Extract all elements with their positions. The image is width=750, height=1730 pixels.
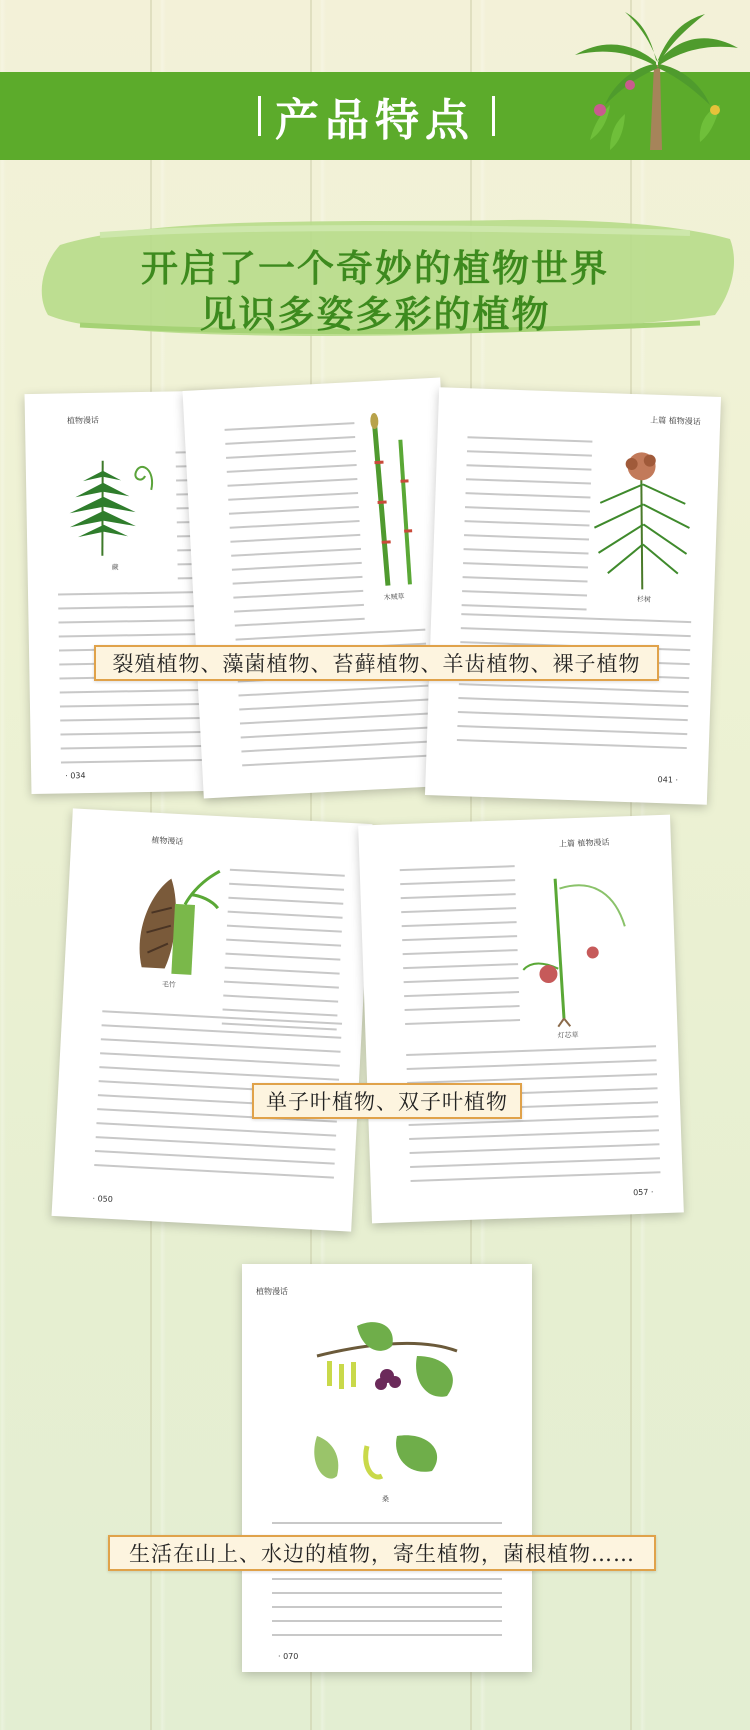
headline-line-2: 见识多姿多彩的植物 [199, 293, 551, 336]
page-number: · 070 [278, 1652, 299, 1661]
figure-caption: 毛竹 [161, 980, 176, 990]
fir-illustration [587, 443, 702, 597]
figure-caption: 木贼草 [383, 592, 405, 602]
page-header: 上篇 植物漫话 [558, 837, 610, 849]
page-header: 植物漫话 [151, 835, 184, 847]
horsetail-illustration [359, 409, 428, 592]
category-label-2: 单子叶植物、双子叶植物 [252, 1083, 522, 1119]
palm-tree-illustration [570, 10, 740, 160]
book-page-fir [425, 387, 721, 805]
figure-caption: 蕨 [111, 563, 119, 572]
banner-title: 产品特点 [275, 95, 475, 146]
category-label-3: 生活在山上、水边的植物，寄生植物，菌根植物…… [108, 1535, 656, 1571]
fern-illustration [61, 450, 173, 562]
figure-caption: 灯芯草 [557, 1031, 579, 1040]
category-label-1: 裂殖植物、藻菌植物、苔藓植物、羊齿植物、裸子植物 [94, 645, 659, 681]
page-header: 上篇 植物漫话 [650, 415, 701, 427]
text-lines [400, 865, 521, 1037]
book-page-mulberry [242, 1264, 532, 1672]
book-page-horsetail [183, 378, 462, 799]
book-page-bamboo [52, 808, 373, 1231]
page-number: 041 · [657, 775, 679, 785]
text-lines [225, 422, 366, 639]
headline-line-1: 开启了一个奇妙的植物世界 [141, 247, 609, 290]
page-header: 植物漫话 [256, 1287, 288, 1296]
text-lines [221, 869, 345, 1043]
text-lines [461, 436, 592, 622]
mulberry-illustration [297, 1316, 467, 1491]
bamboo-illustration [126, 862, 222, 982]
rush-illustration [514, 856, 630, 1030]
page-header: 植物漫话 [66, 415, 100, 426]
figure-caption: 杉树 [636, 595, 652, 604]
page-number: · 050 [92, 1193, 114, 1205]
figure-caption: 桑 [382, 1495, 389, 1503]
text-lines [406, 1045, 661, 1194]
text-lines [456, 613, 691, 761]
page-number: 057 · [632, 1187, 654, 1198]
book-page-rush [358, 815, 684, 1224]
page-number: · 034 [65, 771, 86, 781]
